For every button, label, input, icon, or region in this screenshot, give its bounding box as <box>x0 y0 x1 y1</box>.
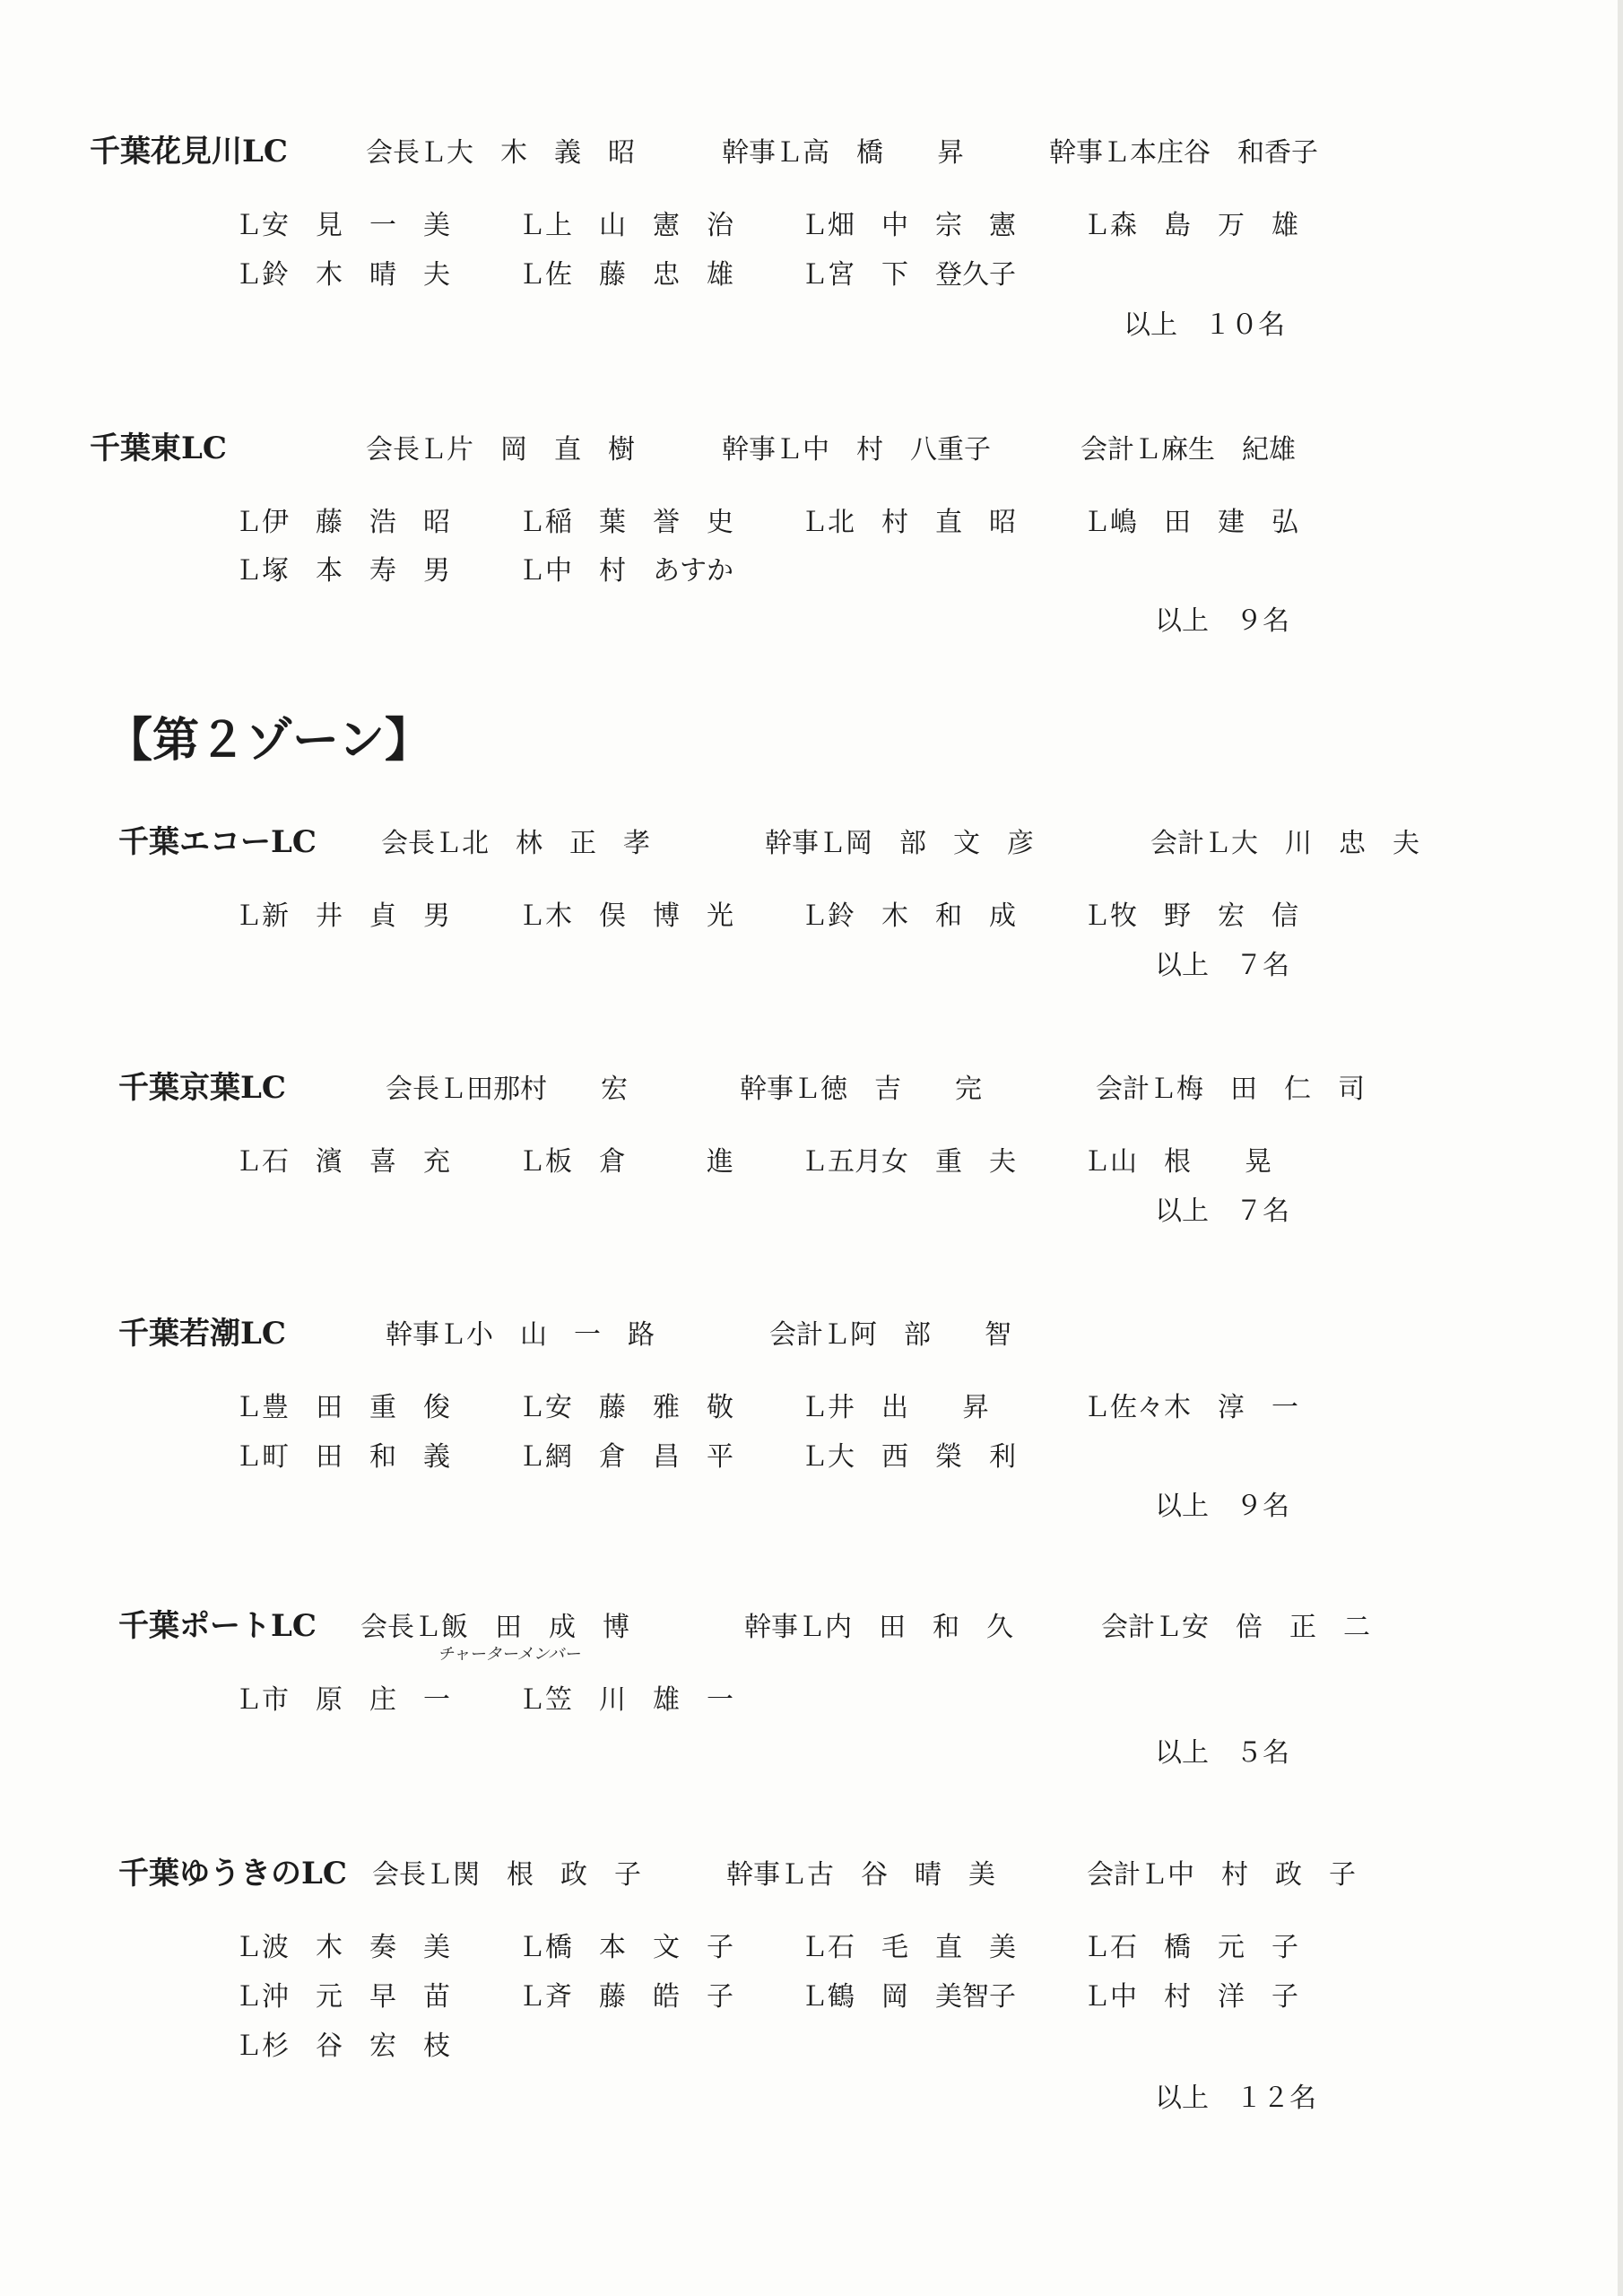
club-name-port: 千葉ポートLC <box>118 1608 317 1644</box>
member-name: Ｌ中 村 洋 子 <box>1083 1981 1298 2013</box>
officer-secretary: 幹事Ｌ高 橋 昇 <box>722 137 964 169</box>
member-total: 以上 １２名 <box>1155 2083 1316 2114</box>
officer-president: 会長Ｌ大 木 義 昭 <box>366 137 635 169</box>
member-total: 以上 ５名 <box>1155 1737 1289 1769</box>
member-name: Ｌ大 西 榮 利 <box>801 1441 1016 1473</box>
member-total: 以上 ７名 <box>1155 950 1289 981</box>
member-name: Ｌ鈴 木 晴 夫 <box>235 259 450 291</box>
officer-secretary: 幹事Ｌ中 村 八重子 <box>722 434 991 465</box>
officer-treasurer: 会計Ｌ安 倍 正 二 <box>1101 1612 1370 1643</box>
member-name: Ｌ安 見 一 美 <box>235 210 450 241</box>
officer-president: 会長Ｌ関 根 政 子 <box>372 1859 641 1891</box>
club-name-keiyo: 千葉京葉LC <box>118 1070 286 1106</box>
officer-president: 会長Ｌ田那村 宏 <box>386 1074 628 1105</box>
member-name: Ｌ石 橋 元 子 <box>1083 1932 1298 1963</box>
member-name: Ｌ五月女 重 夫 <box>801 1146 1016 1178</box>
member-name: Ｌ伊 藤 浩 昭 <box>235 507 450 538</box>
officer-secretary: 幹事Ｌ古 谷 晴 美 <box>726 1859 995 1891</box>
member-name: Ｌ塚 本 寿 男 <box>235 555 450 587</box>
zone-heading: 【第２ゾーン】 <box>106 713 431 768</box>
member-name: Ｌ板 倉 進 <box>518 1146 733 1178</box>
officer-president: 会長Ｌ飯 田 成 博 <box>360 1612 629 1643</box>
member-name: Ｌ佐々木 淳 一 <box>1083 1392 1298 1423</box>
member-name: Ｌ上 山 憲 治 <box>518 210 733 241</box>
member-name: Ｌ笠 川 雄 一 <box>518 1684 733 1716</box>
club-name-echo: 千葉エコーLC <box>118 824 317 860</box>
member-name: Ｌ網 倉 昌 平 <box>518 1441 733 1473</box>
member-name: Ｌ豊 田 重 俊 <box>235 1392 450 1423</box>
member-name: Ｌ波 木 奏 美 <box>235 1932 450 1963</box>
member-name: Ｌ鶴 岡 美智子 <box>801 1981 1016 2013</box>
member-name: Ｌ石 毛 直 美 <box>801 1932 1016 1963</box>
page-edge <box>1618 0 1623 2296</box>
member-name: Ｌ山 根 晃 <box>1083 1146 1271 1178</box>
officer-secretary: 幹事Ｌ徳 吉 完 <box>740 1074 982 1105</box>
member-total: 以上 ９名 <box>1155 1491 1289 1522</box>
officer-treasurer: 会計Ｌ麻生 紀雄 <box>1081 434 1296 465</box>
club-name-hanamigawa: 千葉花見川LC <box>90 134 288 170</box>
member-name: Ｌ井 出 昇 <box>801 1392 989 1423</box>
handwritten-note: チャーターメンバー <box>438 1645 581 1664</box>
officer-president: 会長Ｌ北 林 正 孝 <box>381 828 650 859</box>
officer-secretary: 幹事Ｌ内 田 和 久 <box>744 1612 1013 1643</box>
member-total: 以上 ７名 <box>1155 1196 1289 1227</box>
member-name: Ｌ鈴 木 和 成 <box>801 900 1016 932</box>
member-name: Ｌ宮 下 登久子 <box>801 259 1016 291</box>
member-name: Ｌ木 俣 博 光 <box>518 900 733 932</box>
officer-president: 会長Ｌ片 岡 直 樹 <box>366 434 635 465</box>
member-name: Ｌ中 村 あすか <box>518 555 733 587</box>
member-name: Ｌ沖 元 早 苗 <box>235 1981 450 2013</box>
member-name: Ｌ牧 野 宏 信 <box>1083 900 1298 932</box>
officer-secretary-2: 幹事Ｌ本庄谷 和香子 <box>1049 137 1318 169</box>
officer-secretary: 幹事Ｌ岡 部 文 彦 <box>765 828 1034 859</box>
member-name: Ｌ斉 藤 皓 子 <box>518 1981 733 2013</box>
member-name: Ｌ稲 葉 誉 史 <box>518 507 733 538</box>
member-name: Ｌ新 井 貞 男 <box>235 900 450 932</box>
member-name: Ｌ森 島 万 雄 <box>1083 210 1298 241</box>
member-name: Ｌ畑 中 宗 憲 <box>801 210 1016 241</box>
member-name: Ｌ佐 藤 忠 雄 <box>518 259 733 291</box>
club-name-wakashio: 千葉若潮LC <box>118 1316 286 1352</box>
member-name: Ｌ市 原 庄 一 <box>235 1684 450 1716</box>
member-name: Ｌ町 田 和 義 <box>235 1441 450 1473</box>
club-name-higashi: 千葉東LC <box>90 430 227 466</box>
officer-treasurer: 会計Ｌ大 川 忠 夫 <box>1150 828 1419 859</box>
member-name: Ｌ杉 谷 宏 枝 <box>235 2031 450 2062</box>
club-name-yukino: 千葉ゆうきのLC <box>118 1856 347 1892</box>
officer-secretary: 幹事Ｌ小 山 一 路 <box>386 1319 655 1351</box>
member-name: Ｌ北 村 直 昭 <box>801 507 1016 538</box>
member-name: Ｌ橋 本 文 子 <box>518 1932 733 1963</box>
member-name: Ｌ石 濱 喜 充 <box>235 1146 450 1178</box>
member-name: Ｌ安 藤 雅 敬 <box>518 1392 733 1423</box>
member-name: Ｌ嶋 田 建 弘 <box>1083 507 1298 538</box>
officer-treasurer: 会計Ｌ阿 部 智 <box>769 1319 1011 1351</box>
member-total: 以上 ９名 <box>1155 605 1289 637</box>
member-total: 以上 １０名 <box>1124 309 1285 341</box>
officer-treasurer: 会計Ｌ梅 田 仁 司 <box>1096 1074 1365 1105</box>
officer-treasurer: 会計Ｌ中 村 政 子 <box>1087 1859 1356 1891</box>
